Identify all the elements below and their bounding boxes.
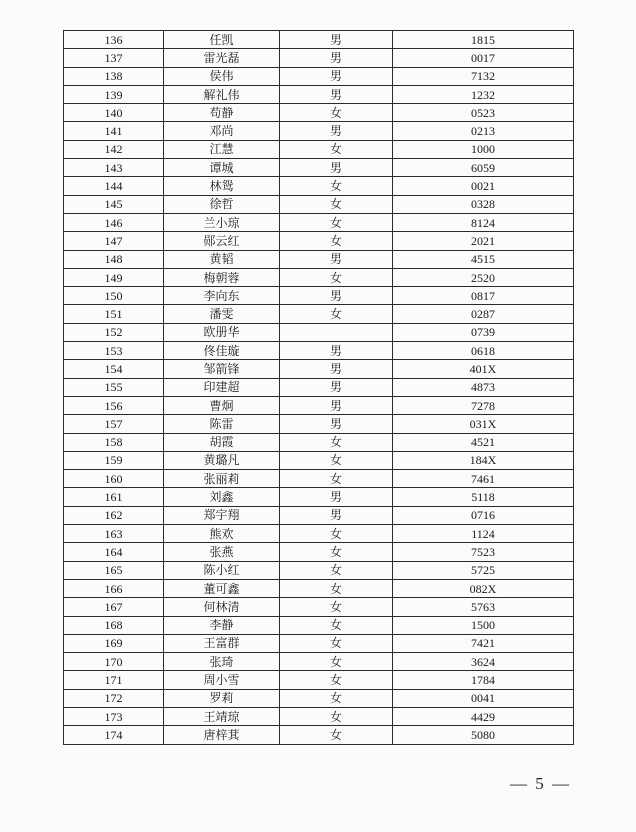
id-suffix-cell: 5080 (393, 726, 574, 744)
serial-number-cell: 145 (64, 195, 164, 213)
id-suffix-cell: 4515 (393, 250, 574, 268)
table-row (64, 543, 574, 561)
name-cell: 王富群 (164, 634, 280, 652)
name-cell: 何林清 (164, 598, 280, 616)
table-row (64, 31, 574, 49)
name-cell: 兰小琼 (164, 213, 280, 231)
serial-number-cell: 143 (64, 159, 164, 177)
serial-number-cell: 171 (64, 671, 164, 689)
gender-cell: 男 (280, 396, 393, 414)
gender-cell: 男 (280, 31, 393, 49)
gender-cell: 男 (280, 85, 393, 103)
gender-cell: 男 (280, 49, 393, 67)
name-cell: 刘鑫 (164, 488, 280, 506)
name-cell: 李向东 (164, 287, 280, 305)
name-cell: 欧册华 (164, 323, 280, 341)
id-suffix-cell: 1124 (393, 525, 574, 543)
gender-cell: 女 (280, 213, 393, 231)
name-cell: 陈雷 (164, 415, 280, 433)
id-suffix-cell: 0328 (393, 195, 574, 213)
gender-cell: 男 (280, 67, 393, 85)
id-suffix-cell: 0817 (393, 287, 574, 305)
gender-cell: 女 (280, 140, 393, 158)
serial-number-cell: 173 (64, 707, 164, 725)
serial-number-cell: 158 (64, 433, 164, 451)
roster-table (63, 30, 574, 745)
table-row (64, 671, 574, 689)
id-suffix-cell: 0021 (393, 177, 574, 195)
serial-number-cell: 151 (64, 305, 164, 323)
serial-number-cell: 139 (64, 85, 164, 103)
gender-cell: 女 (280, 634, 393, 652)
gender-cell: 女 (280, 707, 393, 725)
roster-table-body (64, 31, 574, 745)
table-row (64, 561, 574, 579)
table-row (64, 470, 574, 488)
gender-cell: 女 (280, 104, 393, 122)
gender-cell: 女 (280, 561, 393, 579)
name-cell: 熊欢 (164, 525, 280, 543)
table-row (64, 268, 574, 286)
serial-number-cell: 170 (64, 653, 164, 671)
gender-cell: 女 (280, 653, 393, 671)
id-suffix-cell: 1000 (393, 140, 574, 158)
id-suffix-cell: 2520 (393, 268, 574, 286)
serial-number-cell: 150 (64, 287, 164, 305)
gender-cell: 女 (280, 195, 393, 213)
name-cell: 徐哲 (164, 195, 280, 213)
table-row (64, 232, 574, 250)
serial-number-cell: 157 (64, 415, 164, 433)
name-cell: 董可鑫 (164, 579, 280, 597)
name-cell: 郧云红 (164, 232, 280, 250)
serial-number-cell: 168 (64, 616, 164, 634)
id-suffix-cell: 6059 (393, 159, 574, 177)
id-suffix-cell: 7421 (393, 634, 574, 652)
name-cell: 唐梓萁 (164, 726, 280, 744)
id-suffix-cell: 1500 (393, 616, 574, 634)
table-row (64, 488, 574, 506)
table-row (64, 396, 574, 414)
table-row (64, 451, 574, 469)
id-suffix-cell: 1232 (393, 85, 574, 103)
serial-number-cell: 152 (64, 323, 164, 341)
gender-cell: 女 (280, 470, 393, 488)
id-suffix-cell: 5725 (393, 561, 574, 579)
table-row (64, 525, 574, 543)
gender-cell: 男 (280, 287, 393, 305)
name-cell: 张燕 (164, 543, 280, 561)
name-cell: 王靖琼 (164, 707, 280, 725)
table-row (64, 598, 574, 616)
serial-number-cell: 144 (64, 177, 164, 195)
table-row (64, 616, 574, 634)
serial-number-cell: 160 (64, 470, 164, 488)
name-cell: 邓尚 (164, 122, 280, 140)
serial-number-cell: 142 (64, 140, 164, 158)
serial-number-cell: 169 (64, 634, 164, 652)
id-suffix-cell: 0287 (393, 305, 574, 323)
id-suffix-cell: 082X (393, 579, 574, 597)
name-cell: 苟静 (164, 104, 280, 122)
table-row (64, 287, 574, 305)
table-row (64, 378, 574, 396)
table-row (64, 689, 574, 707)
table-row (64, 634, 574, 652)
gender-cell: 女 (280, 726, 393, 744)
name-cell: 江慧 (164, 140, 280, 158)
name-cell: 邹箭锋 (164, 360, 280, 378)
serial-number-cell: 140 (64, 104, 164, 122)
id-suffix-cell: 4873 (393, 378, 574, 396)
serial-number-cell: 155 (64, 378, 164, 396)
table-row (64, 140, 574, 158)
serial-number-cell: 154 (64, 360, 164, 378)
gender-cell: 女 (280, 232, 393, 250)
page-number: — 5 — (510, 774, 571, 793)
gender-cell: 男 (280, 159, 393, 177)
name-cell: 印建超 (164, 378, 280, 396)
table-row (64, 726, 574, 744)
gender-cell: 女 (280, 433, 393, 451)
table-row (64, 213, 574, 231)
id-suffix-cell: 4521 (393, 433, 574, 451)
serial-number-cell: 166 (64, 579, 164, 597)
gender-cell: 女 (280, 451, 393, 469)
name-cell: 潘雯 (164, 305, 280, 323)
id-suffix-cell: 1815 (393, 31, 574, 49)
serial-number-cell: 137 (64, 49, 164, 67)
table-row (64, 85, 574, 103)
name-cell: 张丽莉 (164, 470, 280, 488)
serial-number-cell: 167 (64, 598, 164, 616)
name-cell: 侯伟 (164, 67, 280, 85)
id-suffix-cell: 7523 (393, 543, 574, 561)
id-suffix-cell: 031X (393, 415, 574, 433)
table-row (64, 67, 574, 85)
id-suffix-cell: 7461 (393, 470, 574, 488)
serial-number-cell: 162 (64, 506, 164, 524)
table-row (64, 506, 574, 524)
gender-cell: 女 (280, 305, 393, 323)
name-cell: 任凯 (164, 31, 280, 49)
id-suffix-cell: 0213 (393, 122, 574, 140)
id-suffix-cell: 7132 (393, 67, 574, 85)
serial-number-cell: 161 (64, 488, 164, 506)
name-cell: 曹炯 (164, 396, 280, 414)
serial-number-cell: 172 (64, 689, 164, 707)
gender-cell: 男 (280, 250, 393, 268)
id-suffix-cell: 401X (393, 360, 574, 378)
id-suffix-cell: 0716 (393, 506, 574, 524)
serial-number-cell: 164 (64, 543, 164, 561)
gender-cell: 男 (280, 378, 393, 396)
id-suffix-cell: 0618 (393, 342, 574, 360)
serial-number-cell: 156 (64, 396, 164, 414)
id-suffix-cell: 5763 (393, 598, 574, 616)
serial-number-cell: 159 (64, 451, 164, 469)
serial-number-cell: 146 (64, 213, 164, 231)
name-cell: 林鸳 (164, 177, 280, 195)
gender-cell: 女 (280, 689, 393, 707)
serial-number-cell: 165 (64, 561, 164, 579)
id-suffix-cell: 0523 (393, 104, 574, 122)
gender-cell: 女 (280, 671, 393, 689)
name-cell: 梅朝蓉 (164, 268, 280, 286)
gender-cell: 女 (280, 525, 393, 543)
gender-cell: 男 (280, 488, 393, 506)
name-cell: 佟佳璇 (164, 342, 280, 360)
id-suffix-cell: 7278 (393, 396, 574, 414)
name-cell: 周小雪 (164, 671, 280, 689)
gender-cell: 女 (280, 543, 393, 561)
name-cell: 陈小红 (164, 561, 280, 579)
name-cell: 黄韬 (164, 250, 280, 268)
table-row (64, 579, 574, 597)
serial-number-cell: 148 (64, 250, 164, 268)
name-cell: 雷光磊 (164, 49, 280, 67)
table-row (64, 177, 574, 195)
table-row (64, 323, 574, 341)
gender-cell (280, 323, 393, 341)
id-suffix-cell: 184X (393, 451, 574, 469)
table-row (64, 653, 574, 671)
gender-cell: 男 (280, 122, 393, 140)
name-cell: 郑宇翔 (164, 506, 280, 524)
serial-number-cell: 141 (64, 122, 164, 140)
serial-number-cell: 149 (64, 268, 164, 286)
id-suffix-cell: 2021 (393, 232, 574, 250)
serial-number-cell: 163 (64, 525, 164, 543)
table-row (64, 415, 574, 433)
id-suffix-cell: 1784 (393, 671, 574, 689)
table-row (64, 159, 574, 177)
name-cell: 黄璐凡 (164, 451, 280, 469)
serial-number-cell: 147 (64, 232, 164, 250)
gender-cell: 男 (280, 360, 393, 378)
serial-number-cell: 174 (64, 726, 164, 744)
gender-cell: 男 (280, 506, 393, 524)
name-cell: 李静 (164, 616, 280, 634)
name-cell: 解礼伟 (164, 85, 280, 103)
name-cell: 张琦 (164, 653, 280, 671)
table-row (64, 195, 574, 213)
serial-number-cell: 138 (64, 67, 164, 85)
serial-number-cell: 136 (64, 31, 164, 49)
table-row (64, 433, 574, 451)
id-suffix-cell: 5118 (393, 488, 574, 506)
table-row (64, 707, 574, 725)
gender-cell: 女 (280, 268, 393, 286)
id-suffix-cell: 3624 (393, 653, 574, 671)
gender-cell: 女 (280, 177, 393, 195)
table-row (64, 250, 574, 268)
serial-number-cell: 153 (64, 342, 164, 360)
id-suffix-cell: 4429 (393, 707, 574, 725)
table-row (64, 342, 574, 360)
gender-cell: 女 (280, 579, 393, 597)
id-suffix-cell: 8124 (393, 213, 574, 231)
id-suffix-cell: 0017 (393, 49, 574, 67)
id-suffix-cell: 0739 (393, 323, 574, 341)
table-row (64, 104, 574, 122)
table-row (64, 360, 574, 378)
gender-cell: 男 (280, 342, 393, 360)
name-cell: 胡霞 (164, 433, 280, 451)
table-row (64, 305, 574, 323)
table-row (64, 49, 574, 67)
gender-cell: 男 (280, 415, 393, 433)
table-row (64, 122, 574, 140)
name-cell: 谭城 (164, 159, 280, 177)
name-cell: 罗莉 (164, 689, 280, 707)
gender-cell: 女 (280, 616, 393, 634)
id-suffix-cell: 0041 (393, 689, 574, 707)
gender-cell: 女 (280, 598, 393, 616)
